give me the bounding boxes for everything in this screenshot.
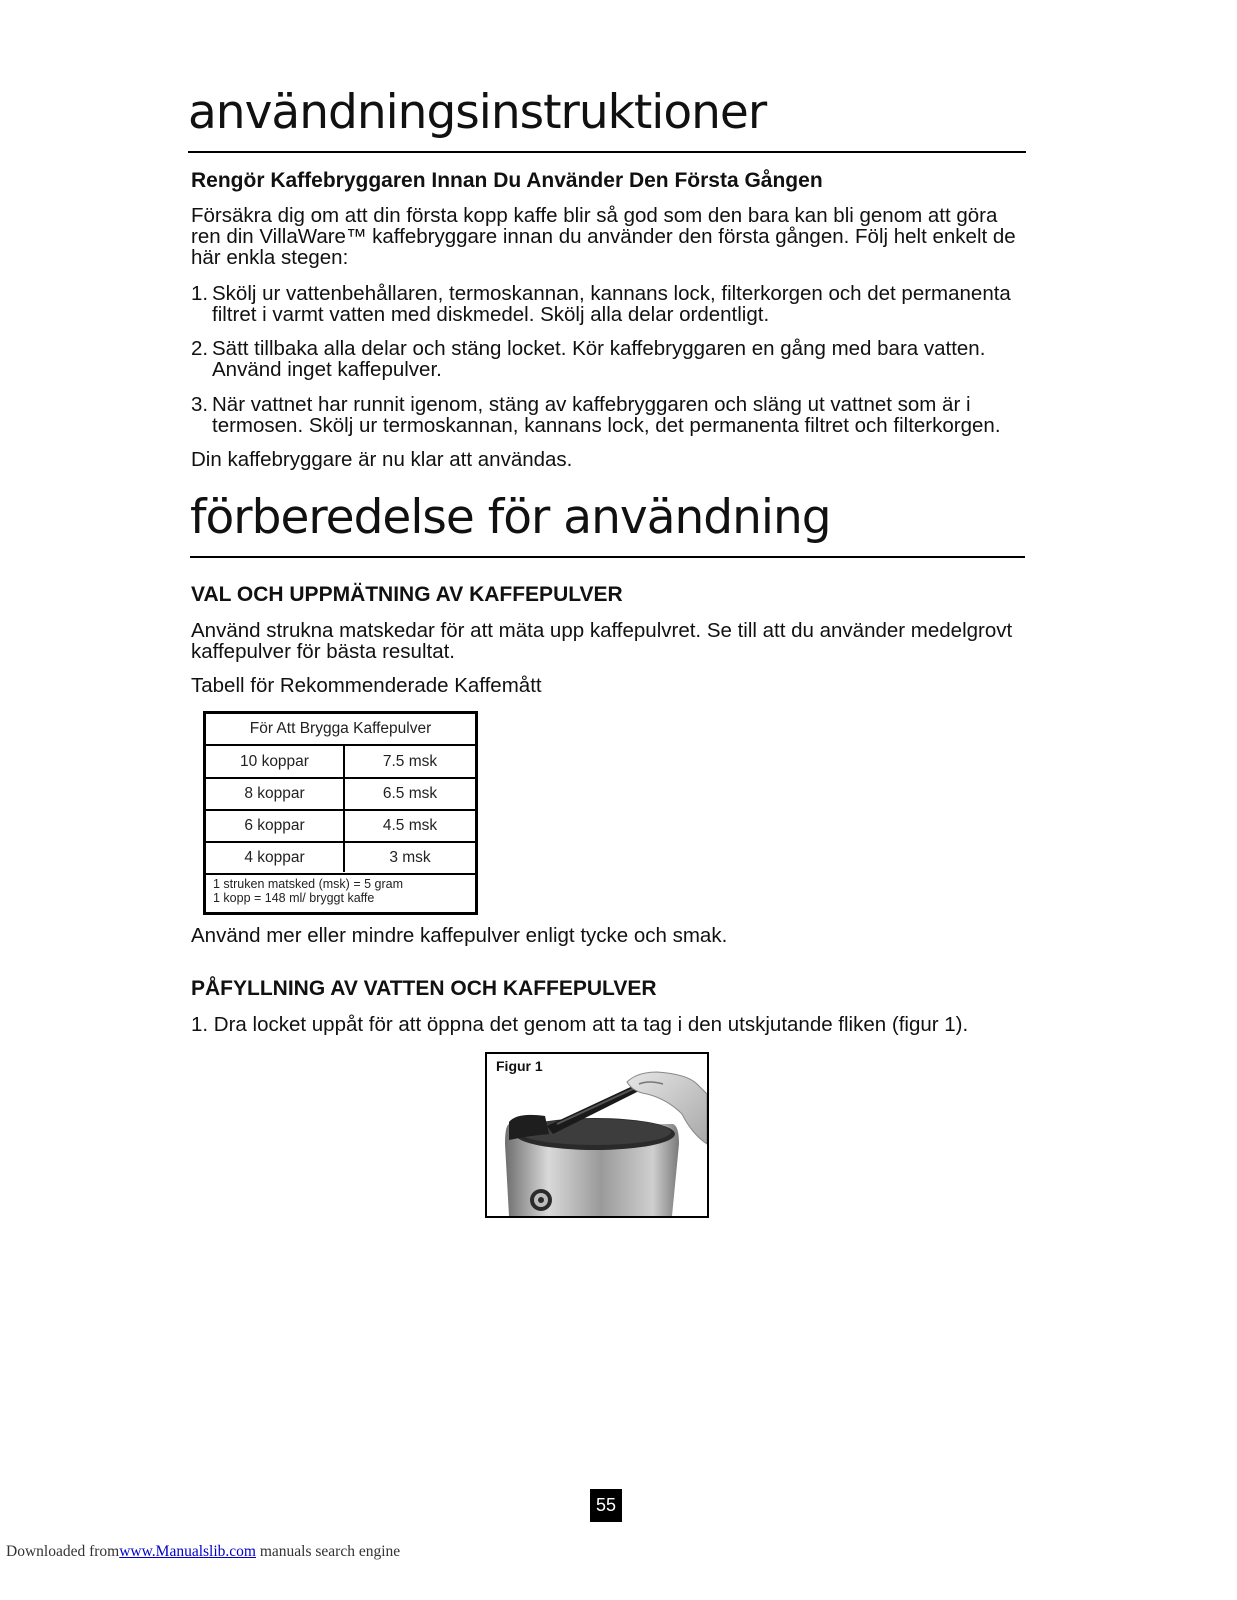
table-row [206, 778, 475, 811]
coffee-paragraph: Använd strukna matskedar för att mäta upp kaffepulvret. Se till att du använder medelgrovt kaffepulver för bästa resultat. [191, 619, 1013, 663]
manualslib-link[interactable]: www.Manualslib.com [119, 1543, 256, 1560]
filling-step-1: 1. Dra locket uppåt för att öppna det genom att ta tag i den utskjutande fliken (figur 1). [191, 1013, 969, 1036]
step-item-1 [191, 283, 1021, 325]
table-footnote-line: 1 struken matsked (msk) = 5 gram [213, 877, 403, 891]
download-footer [6, 1543, 400, 1561]
intro-paragraph: Försäkra dig om att din första kopp kaffe blir så god som den bara kan bli genom att göra ren din VillaWare™ kaffebryggare innan du använder den första gången. Följ helt enkelt de här enkla stegen: [191, 204, 1016, 269]
closing-text: Din kaffebryggare är nu klar att användas. [191, 448, 573, 471]
section-divider [190, 556, 1025, 558]
footer-prefix: Downloaded from [6, 1543, 120, 1560]
table-cell-cups: 8 koppar [244, 785, 305, 802]
table-cell-cups: 6 koppar [244, 817, 305, 834]
page-title: användningsinstruktioner [188, 85, 767, 140]
after-table-text: Använd mer eller mindre kaffepulver enligt tycke och smak. [191, 924, 728, 947]
step-number: 1. [191, 282, 209, 305]
table-row [206, 746, 475, 779]
step-text: Skölj ur vattenbehållaren, termoskannan, kannans lock, filterkorgen och det permanenta filtret i varmt vatten med diskmedel. Skölj alla delar ordentligt. [212, 282, 1011, 326]
step-number: 3. [191, 393, 209, 416]
coffee-measure-table [203, 711, 478, 915]
section-title: förberedelse för användning [190, 490, 831, 545]
table-cell-cups: 4 koppar [244, 849, 305, 866]
step-text: Sätt tillbaka alla delar och stäng locket. Kör kaffebryggaren en gång med bara vatten. Använd inget kaffepulver. [212, 337, 986, 381]
coffee-maker-illustration [487, 1054, 707, 1216]
table-cell-amount: 7.5 msk [382, 753, 438, 770]
subsection-heading-filling: PÅFYLLNING AV VATTEN OCH KAFFEPULVER [191, 977, 657, 1000]
title-divider [188, 151, 1026, 153]
footer-suffix: manuals search engine [259, 1543, 401, 1560]
step-item-2 [191, 338, 1021, 380]
table-cell-amount: 3 msk [389, 849, 431, 866]
table-cell-amount: 6.5 msk [382, 785, 438, 802]
table-cell-amount: 4.5 msk [382, 817, 438, 834]
table-header: För Att Brygga Kaffepulver [206, 714, 475, 746]
figure-1 [485, 1052, 709, 1218]
table-column-divider [343, 746, 345, 872]
page-number: 55 [590, 1489, 622, 1522]
table-row [206, 810, 475, 843]
subsection-heading-coffee: VAL OCH UPPMÄTNING AV KAFFEPULVER [191, 583, 623, 606]
step-item-3 [191, 394, 1021, 436]
table-row [206, 842, 475, 875]
table-caption: Tabell för Rekommenderade Kaffemått [191, 674, 542, 697]
table-cell-cups: 10 koppar [240, 753, 309, 770]
table-footnote [213, 877, 403, 905]
step-text: När vattnet har runnit igenom, stäng av kaffebryggaren och släng ut vattnet som är i termosen. Skölj ur termoskannan, kannans lock, det permanenta filtret och filterkorgen. [212, 393, 1001, 437]
figure-label: Figur 1 [496, 1058, 543, 1074]
section-heading-clean: Rengör Kaffebryggaren Innan Du Använder Den Första Gången [191, 169, 823, 192]
step-number: 2. [191, 337, 209, 360]
table-footnote-line: 1 kopp = 148 ml/ bryggt kaffe [213, 891, 375, 905]
